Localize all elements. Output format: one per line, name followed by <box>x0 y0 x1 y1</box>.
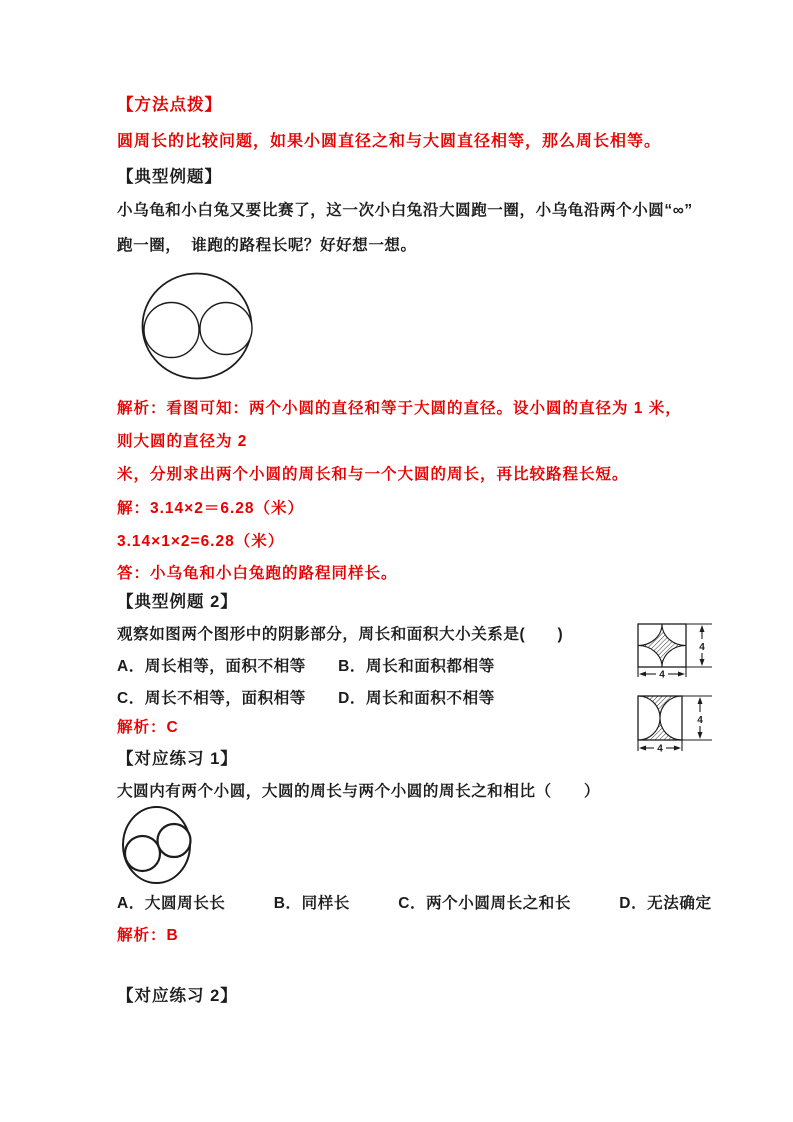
example2-options-row1: A．周长相等，面积不相等 B．周长和面积都相等 <box>117 658 495 675</box>
height-dim-label: 4 <box>699 642 705 653</box>
width-dim-label: 4 <box>659 669 665 681</box>
practice1-options: A．大圆周长长 B．同样长 C．两个小圆周长之和长 D．无法确定 <box>117 895 712 912</box>
example2-figure-astroid <box>634 616 716 682</box>
example2-options-row2: C．周长不相等，面积相等 D．周长和面积不相等 <box>117 690 495 707</box>
example2-answer: 解析：C <box>117 719 179 736</box>
dimension-arrow-left <box>639 746 646 751</box>
example2-question: 观察如图两个图形中的阴影部分，周长和面积大小关系是( ) <box>117 626 564 643</box>
dimension-arrow-right <box>678 672 685 677</box>
example2-heading: 【典型例题 2】 <box>117 593 238 611</box>
example1-question-line1: 小乌龟和小白兔又要比赛了，这一次小白兔沿大圆跑一圈，小乌龟沿两个小圆“∞” <box>117 202 693 219</box>
dimension-arrow-down <box>700 659 705 666</box>
width-dim-label: 4 <box>657 743 663 755</box>
small-circle-lower-left <box>125 836 160 871</box>
example1-analysis-line: 则大圆的直径为 2 <box>117 433 248 450</box>
practice2-heading: 【对应练习 2】 <box>117 987 238 1005</box>
practice1-question: 大圆内有两个小圆，大圆的周长与两个小圆的周长之和相比（ ） <box>117 783 601 800</box>
small-circle-right <box>200 303 252 355</box>
small-circle-upper-right <box>158 824 191 857</box>
example1-question-line2: 跑一圈， 谁跑的路程长呢？好好想一想。 <box>117 237 417 254</box>
method-tip-body: 圆周长的比较问题，如果小圆直径之和与大圆直径相等，那么周长相等。 <box>117 133 662 150</box>
dimension-arrow-down <box>698 732 703 739</box>
example1-answer-line: 答：小乌龟和小白兔跑的路程同样长。 <box>117 565 398 582</box>
dimension-arrow-right <box>674 746 681 751</box>
example1-solution-line: 解：3.14×2＝6.28（米） <box>117 500 305 517</box>
height-dim-label: 4 <box>697 715 703 726</box>
practice1-answer: 解析：B <box>117 927 179 944</box>
example1-solution-line: 3.14×1×2=6.28（米） <box>117 533 285 550</box>
example1-circles-diagram <box>140 268 256 382</box>
small-circle-left <box>144 303 199 358</box>
example1-analysis-line: 解析：看图可知：两个小圆的直径和等于大圆的直径。设小圆的直径为 1 米， <box>117 400 682 417</box>
dimension-arrow-left <box>639 672 646 677</box>
practice1-heading: 【对应练习 1】 <box>117 750 238 768</box>
practice1-circles-diagram <box>118 804 198 888</box>
example1-heading: 【典型例题】 <box>117 168 222 186</box>
example2-figure-semicircles <box>634 688 716 758</box>
example1-analysis-line: 米，分别求出两个小圆的周长和与一个大圆的周长，再比较路程长短。 <box>117 466 629 483</box>
method-tip-heading: 【方法点拨】 <box>117 96 222 114</box>
